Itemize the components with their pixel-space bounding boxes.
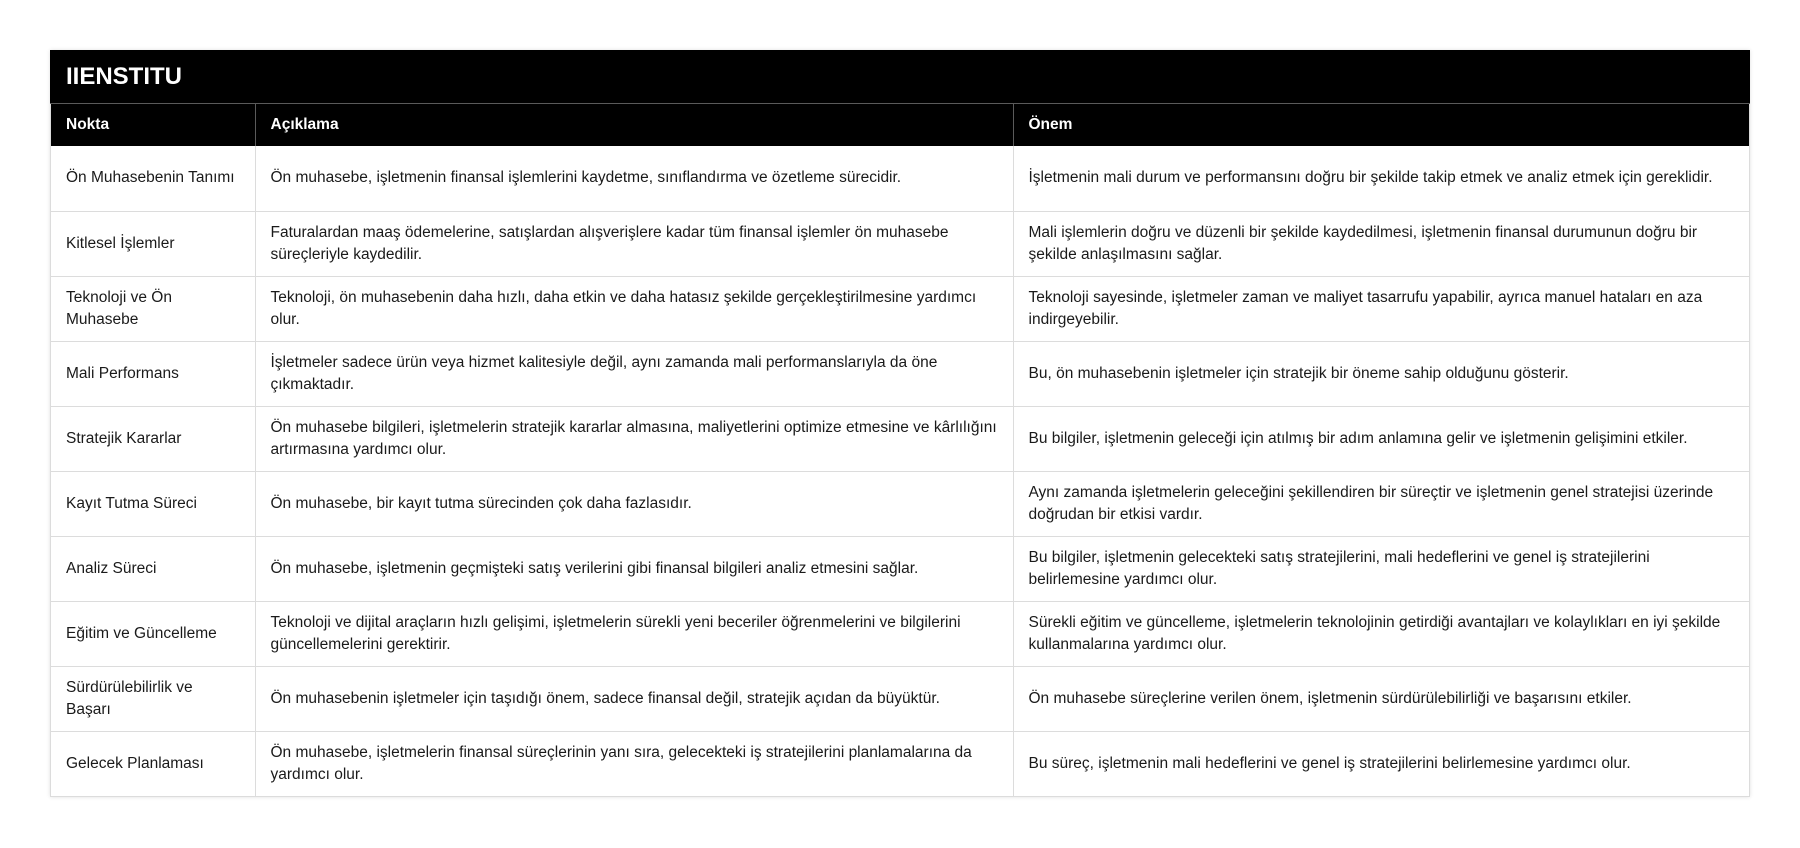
table-row — [51, 341, 1749, 406]
cell-aciklama: Ön muhasebe bilgileri, işletmelerin stratejik kararlar almasına, maliyetlerini optimize etmesine ve kârlılığını artırmasına yardımcı olur. — [255, 406, 1013, 471]
data-table — [51, 104, 1749, 796]
cell-onem: Bu, ön muhasebenin işletmeler için stratejik bir öneme sahip olduğunu gösterir. — [1013, 341, 1749, 406]
column-header-onem: Önem — [1013, 104, 1749, 146]
cell-onem: Bu bilgiler, işletmenin gelecekteki satış stratejilerini, mali hedeflerini ve genel iş stratejilerini belirlemesine yardımcı olur. — [1013, 536, 1749, 601]
table-body-frame — [50, 104, 1750, 797]
cell-nokta: Eğitim ve Güncelleme — [51, 601, 255, 666]
column-header-nokta: Nokta — [51, 104, 255, 146]
cell-aciklama: İşletmeler sadece ürün veya hizmet kalitesiyle değil, aynı zamanda mali performanslarıyla da öne çıkmaktadır. — [255, 341, 1013, 406]
table-row — [51, 471, 1749, 536]
table-card — [50, 50, 1750, 797]
cell-aciklama: Ön muhasebe, işletmelerin finansal süreçlerinin yanı sıra, gelecekteki iş stratejilerini planlamalarına da yardımcı olur. — [255, 731, 1013, 796]
table-row — [51, 536, 1749, 601]
table-row — [51, 601, 1749, 666]
cell-onem: Sürekli eğitim ve güncelleme, işletmelerin teknolojinin getirdiği avantajları ve kolaylıkları en iyi şekilde kullanmalarına yardımcı olur. — [1013, 601, 1749, 666]
cell-nokta: Ön Muhasebenin Tanımı — [51, 146, 255, 211]
cell-onem: Bu bilgiler, işletmenin geleceği için atılmış bir adım anlamına gelir ve işletmenin gelişimini etkiler. — [1013, 406, 1749, 471]
cell-nokta: Kayıt Tutma Süreci — [51, 471, 255, 536]
cell-onem: Mali işlemlerin doğru ve düzenli bir şekilde kaydedilmesi, işletmenin finansal durumunun doğru bir şekilde anlaşılmasını sağlar. — [1013, 211, 1749, 276]
cell-aciklama: Teknoloji ve dijital araçların hızlı gelişimi, işletmelerin sürekli yeni beceriler öğrenmelerini ve bilgilerini güncellemelerini gerektirir. — [255, 601, 1013, 666]
cell-onem: Aynı zamanda işletmelerin geleceğini şekillendiren bir süreçtir ve işletmenin genel stratejisi üzerinde doğrudan bir etkisi vardır. — [1013, 471, 1749, 536]
cell-aciklama: Ön muhasebe, bir kayıt tutma sürecinden çok daha fazlasıdır. — [255, 471, 1013, 536]
table-title: IIENSTITU — [50, 50, 1750, 104]
cell-aciklama: Ön muhasebe, işletmenin geçmişteki satış verilerini gibi finansal bilgileri analiz etmesini sağlar. — [255, 536, 1013, 601]
table-row — [51, 276, 1749, 341]
cell-nokta: Stratejik Kararlar — [51, 406, 255, 471]
table-row — [51, 146, 1749, 211]
cell-nokta: Mali Performans — [51, 341, 255, 406]
cell-onem: İşletmenin mali durum ve performansını doğru bir şekilde takip etmek ve analiz etmek için gereklidir. — [1013, 146, 1749, 211]
table-row — [51, 666, 1749, 731]
cell-aciklama: Ön muhasebe, işletmenin finansal işlemlerini kaydetme, sınıflandırma ve özetleme sürecidir. — [255, 146, 1013, 211]
cell-onem: Teknoloji sayesinde, işletmeler zaman ve maliyet tasarrufu yapabilir, ayrıca manuel hataları en aza indirgeyebilir. — [1013, 276, 1749, 341]
cell-nokta: Kitlesel İşlemler — [51, 211, 255, 276]
cell-onem: Bu süreç, işletmenin mali hedeflerini ve genel iş stratejilerini belirlemesine yardımcı olur. — [1028, 754, 1631, 772]
cell-onem: Ön muhasebe süreçlerine verilen önem, işletmenin sürdürülebilirliği ve başarısını etkiler. — [1013, 666, 1749, 731]
cell-nokta: Gelecek Planlaması — [51, 731, 255, 796]
table-row — [51, 406, 1749, 471]
cell-nokta: Sürdürülebilirlik ve Başarı — [51, 666, 255, 731]
table-row — [51, 731, 1749, 796]
cell-nokta: Teknoloji ve Ön Muhasebe — [51, 276, 255, 341]
column-header-aciklama: Açıklama — [255, 104, 1013, 146]
header-row — [51, 104, 1749, 146]
cell-aciklama: Ön muhasebenin işletmeler için taşıdığı önem, sadece finansal değil, stratejik açıdan da büyüktür. — [255, 666, 1013, 731]
table-row — [51, 211, 1749, 276]
cell-nokta: Analiz Süreci — [51, 536, 255, 601]
cell-aciklama: Faturalardan maaş ödemelerine, satışlardan alışverişlere kadar tüm finansal işlemler ön muhasebe süreçleriyle kaydedilir. — [255, 211, 1013, 276]
cell-aciklama: Teknoloji, ön muhasebenin daha hızlı, daha etkin ve daha hatasız şekilde gerçekleştirilmesine yardımcı olur. — [255, 276, 1013, 341]
